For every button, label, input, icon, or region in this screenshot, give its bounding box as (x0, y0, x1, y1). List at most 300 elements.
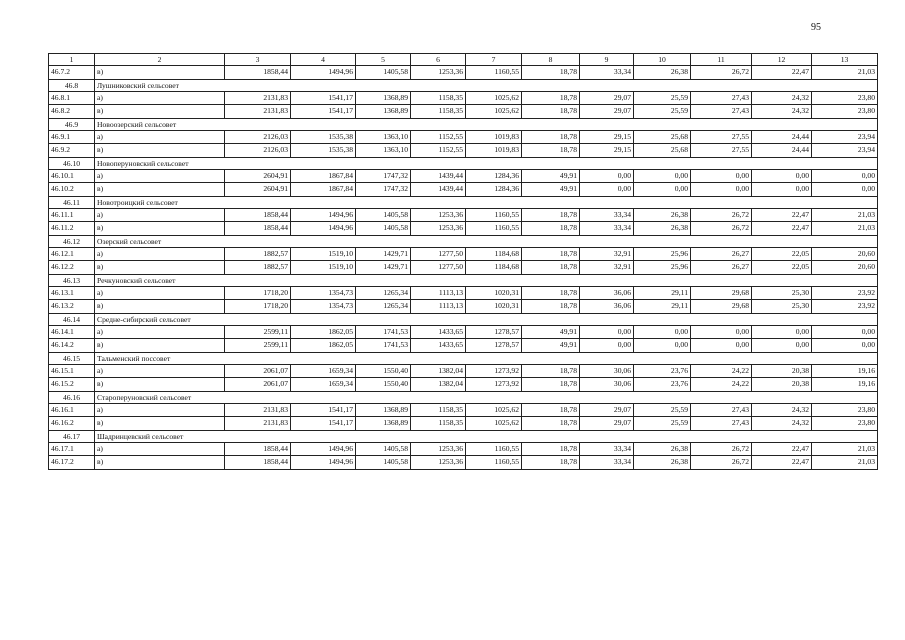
table-header-row (49, 54, 878, 66)
value-cell-col-3: 2131,83 (225, 403, 291, 417)
value-cell-col-7: 1184,68 (466, 247, 522, 261)
value-cell-col-9: 32,91 (580, 247, 634, 261)
value-cell-col-6: 1382,04 (411, 364, 466, 378)
value-cell-col-5: 1368,89 (356, 105, 411, 119)
value-cell-col-11: 29,68 (691, 286, 752, 300)
section-title: Новотроицкий сельсовет (95, 196, 878, 208)
column-header-5: 5 (356, 54, 411, 66)
table-row (49, 456, 878, 470)
row-code: 46.13.2 (49, 300, 95, 314)
value-cell-col-4: 1541,17 (291, 91, 356, 105)
value-cell-col-8: 18,78 (522, 222, 580, 236)
value-cell-col-5: 1429,71 (356, 247, 411, 261)
value-cell-col-13: 23,94 (812, 130, 878, 144)
value-cell-col-7: 1160,55 (466, 66, 522, 80)
value-cell-col-9: 29,07 (580, 105, 634, 119)
value-cell-col-10: 25,59 (634, 91, 691, 105)
value-cell-col-4: 1867,84 (291, 183, 356, 197)
value-cell-col-13: 0,00 (812, 169, 878, 183)
row-label: в) (95, 417, 225, 431)
value-cell-col-9: 36,06 (580, 286, 634, 300)
section-row (49, 118, 878, 130)
value-cell-col-13: 23,80 (812, 417, 878, 431)
value-cell-col-11: 27,43 (691, 105, 752, 119)
row-label: в) (95, 222, 225, 236)
value-cell-col-12: 22,05 (752, 247, 812, 261)
value-cell-col-11: 0,00 (691, 169, 752, 183)
value-cell-col-3: 2604,91 (225, 183, 291, 197)
row-label: в) (95, 378, 225, 392)
value-cell-col-6: 1253,36 (411, 442, 466, 456)
value-cell-col-13: 21,03 (812, 208, 878, 222)
value-cell-col-3: 1858,44 (225, 442, 291, 456)
row-code: 46.9.1 (49, 130, 95, 144)
value-cell-col-12: 0,00 (752, 325, 812, 339)
value-cell-col-13: 23,80 (812, 403, 878, 417)
value-cell-col-10: 29,11 (634, 286, 691, 300)
value-cell-col-13: 23,92 (812, 286, 878, 300)
value-cell-col-9: 0,00 (580, 339, 634, 353)
table-row (49, 144, 878, 158)
value-cell-col-4: 1494,96 (291, 456, 356, 470)
row-code: 46.16.2 (49, 417, 95, 431)
value-cell-col-4: 1867,84 (291, 169, 356, 183)
row-label: а) (95, 286, 225, 300)
value-cell-col-5: 1405,58 (356, 456, 411, 470)
row-code: 46.15.2 (49, 378, 95, 392)
value-cell-col-3: 2599,11 (225, 325, 291, 339)
section-row (49, 391, 878, 403)
value-cell-col-12: 22,47 (752, 442, 812, 456)
row-code: 46.12.1 (49, 247, 95, 261)
value-cell-col-4: 1494,96 (291, 208, 356, 222)
value-cell-col-9: 0,00 (580, 169, 634, 183)
tariff-table-container (48, 53, 877, 470)
value-cell-col-5: 1741,53 (356, 339, 411, 353)
value-cell-col-3: 2061,07 (225, 364, 291, 378)
value-cell-col-9: 33,34 (580, 456, 634, 470)
value-cell-col-6: 1253,36 (411, 456, 466, 470)
value-cell-col-11: 29,68 (691, 300, 752, 314)
table-row (49, 208, 878, 222)
table-row (49, 325, 878, 339)
value-cell-col-9: 30,06 (580, 378, 634, 392)
section-row (49, 157, 878, 169)
value-cell-col-9: 29,15 (580, 144, 634, 158)
section-row (49, 79, 878, 91)
value-cell-col-6: 1253,36 (411, 222, 466, 236)
value-cell-col-3: 1858,44 (225, 66, 291, 80)
row-label: а) (95, 364, 225, 378)
row-label: в) (95, 144, 225, 158)
value-cell-col-11: 27,55 (691, 130, 752, 144)
value-cell-col-7: 1019,83 (466, 130, 522, 144)
value-cell-col-4: 1659,34 (291, 364, 356, 378)
value-cell-col-8: 18,78 (522, 247, 580, 261)
value-cell-col-10: 26,38 (634, 66, 691, 80)
value-cell-col-11: 27,55 (691, 144, 752, 158)
value-cell-col-8: 18,78 (522, 261, 580, 275)
value-cell-col-5: 1550,40 (356, 378, 411, 392)
value-cell-col-12: 22,47 (752, 222, 812, 236)
value-cell-col-12: 25,30 (752, 300, 812, 314)
value-cell-col-12: 24,32 (752, 417, 812, 431)
column-header-7: 7 (466, 54, 522, 66)
value-cell-col-11: 24,22 (691, 378, 752, 392)
row-label: в) (95, 300, 225, 314)
row-code: 46.11.2 (49, 222, 95, 236)
value-cell-col-9: 33,34 (580, 222, 634, 236)
value-cell-col-13: 23,80 (812, 105, 878, 119)
row-label: а) (95, 247, 225, 261)
value-cell-col-8: 18,78 (522, 144, 580, 158)
value-cell-col-9: 33,34 (580, 66, 634, 80)
row-code: 46.17 (49, 430, 95, 442)
column-header-4: 4 (291, 54, 356, 66)
value-cell-col-9: 33,34 (580, 442, 634, 456)
value-cell-col-3: 2604,91 (225, 169, 291, 183)
row-code: 46.7.2 (49, 66, 95, 80)
value-cell-col-13: 23,80 (812, 91, 878, 105)
section-row (49, 430, 878, 442)
table-row (49, 378, 878, 392)
value-cell-col-13: 21,03 (812, 222, 878, 236)
row-label: в) (95, 261, 225, 275)
value-cell-col-5: 1405,58 (356, 66, 411, 80)
value-cell-col-4: 1659,34 (291, 378, 356, 392)
value-cell-col-6: 1433,65 (411, 339, 466, 353)
value-cell-col-9: 29,07 (580, 417, 634, 431)
value-cell-col-11: 26,72 (691, 208, 752, 222)
row-code: 46.8.2 (49, 105, 95, 119)
value-cell-col-7: 1284,36 (466, 169, 522, 183)
value-cell-col-5: 1368,89 (356, 91, 411, 105)
value-cell-col-9: 32,91 (580, 261, 634, 275)
value-cell-col-11: 26,27 (691, 261, 752, 275)
value-cell-col-3: 1718,20 (225, 286, 291, 300)
section-row (49, 352, 878, 364)
value-cell-col-11: 26,72 (691, 66, 752, 80)
value-cell-col-8: 49,91 (522, 169, 580, 183)
table-row (49, 130, 878, 144)
value-cell-col-12: 0,00 (752, 183, 812, 197)
column-header-9: 9 (580, 54, 634, 66)
table-row (49, 66, 878, 80)
row-code: 46.16.1 (49, 403, 95, 417)
value-cell-col-3: 2131,83 (225, 105, 291, 119)
row-code: 46.11 (49, 196, 95, 208)
row-label: а) (95, 325, 225, 339)
table-row (49, 417, 878, 431)
row-code: 46.14 (49, 313, 95, 325)
value-cell-col-9: 0,00 (580, 183, 634, 197)
value-cell-col-8: 18,78 (522, 91, 580, 105)
table-row (49, 183, 878, 197)
value-cell-col-8: 18,78 (522, 442, 580, 456)
value-cell-col-3: 2126,03 (225, 144, 291, 158)
table-row (49, 403, 878, 417)
value-cell-col-10: 26,38 (634, 208, 691, 222)
table-row (49, 442, 878, 456)
section-title: Средне-сибирский сельсовет (95, 313, 878, 325)
row-code: 46.12 (49, 235, 95, 247)
value-cell-col-5: 1405,58 (356, 208, 411, 222)
value-cell-col-11: 27,43 (691, 403, 752, 417)
column-header-12: 12 (752, 54, 812, 66)
value-cell-col-12: 24,32 (752, 403, 812, 417)
value-cell-col-6: 1158,35 (411, 91, 466, 105)
value-cell-col-11: 27,43 (691, 91, 752, 105)
value-cell-col-6: 1253,36 (411, 208, 466, 222)
value-cell-col-11: 0,00 (691, 325, 752, 339)
page-number: 95 (811, 22, 821, 33)
value-cell-col-10: 26,38 (634, 442, 691, 456)
section-title: Тальменский поссовет (95, 352, 878, 364)
value-cell-col-12: 24,32 (752, 91, 812, 105)
value-cell-col-10: 26,38 (634, 222, 691, 236)
value-cell-col-8: 49,91 (522, 325, 580, 339)
section-title: Староперуновский сельсовет (95, 391, 878, 403)
value-cell-col-4: 1494,96 (291, 442, 356, 456)
column-header-11: 11 (691, 54, 752, 66)
row-code: 46.17.2 (49, 456, 95, 470)
value-cell-col-3: 1858,44 (225, 456, 291, 470)
row-code: 46.16 (49, 391, 95, 403)
value-cell-col-4: 1862,05 (291, 325, 356, 339)
value-cell-col-8: 18,78 (522, 105, 580, 119)
value-cell-col-13: 0,00 (812, 325, 878, 339)
row-label: а) (95, 169, 225, 183)
value-cell-col-4: 1519,10 (291, 261, 356, 275)
table-row (49, 364, 878, 378)
section-row (49, 313, 878, 325)
table-row (49, 105, 878, 119)
row-code: 46.14.2 (49, 339, 95, 353)
value-cell-col-10: 25,96 (634, 247, 691, 261)
value-cell-col-4: 1535,38 (291, 144, 356, 158)
value-cell-col-4: 1354,73 (291, 286, 356, 300)
value-cell-col-4: 1541,17 (291, 105, 356, 119)
value-cell-col-6: 1277,50 (411, 247, 466, 261)
table-row (49, 339, 878, 353)
value-cell-col-8: 18,78 (522, 300, 580, 314)
value-cell-col-12: 24,32 (752, 105, 812, 119)
column-header-10: 10 (634, 54, 691, 66)
value-cell-col-3: 1858,44 (225, 222, 291, 236)
value-cell-col-4: 1494,96 (291, 66, 356, 80)
column-header-2: 2 (95, 54, 225, 66)
row-label: а) (95, 403, 225, 417)
value-cell-col-8: 18,78 (522, 456, 580, 470)
value-cell-col-10: 25,59 (634, 105, 691, 119)
value-cell-col-10: 25,59 (634, 403, 691, 417)
value-cell-col-8: 18,78 (522, 66, 580, 80)
value-cell-col-9: 0,00 (580, 325, 634, 339)
row-code: 46.15.1 (49, 364, 95, 378)
value-cell-col-5: 1429,71 (356, 261, 411, 275)
value-cell-col-5: 1405,58 (356, 442, 411, 456)
value-cell-col-13: 21,03 (812, 442, 878, 456)
value-cell-col-12: 20,38 (752, 378, 812, 392)
value-cell-col-5: 1363,10 (356, 144, 411, 158)
value-cell-col-12: 22,47 (752, 456, 812, 470)
value-cell-col-7: 1184,68 (466, 261, 522, 275)
row-code: 46.10.2 (49, 183, 95, 197)
value-cell-col-7: 1020,31 (466, 286, 522, 300)
value-cell-col-5: 1363,10 (356, 130, 411, 144)
value-cell-col-12: 0,00 (752, 339, 812, 353)
value-cell-col-9: 33,34 (580, 208, 634, 222)
value-cell-col-9: 36,06 (580, 300, 634, 314)
value-cell-col-10: 0,00 (634, 169, 691, 183)
row-label: а) (95, 130, 225, 144)
value-cell-col-13: 21,03 (812, 456, 878, 470)
row-code: 46.8 (49, 79, 95, 91)
value-cell-col-10: 0,00 (634, 183, 691, 197)
value-cell-col-11: 26,72 (691, 442, 752, 456)
table-row (49, 247, 878, 261)
value-cell-col-7: 1284,36 (466, 183, 522, 197)
section-title: Шадринцевский сельсовет (95, 430, 878, 442)
table-row (49, 222, 878, 236)
value-cell-col-3: 1718,20 (225, 300, 291, 314)
value-cell-col-8: 18,78 (522, 286, 580, 300)
value-cell-col-4: 1535,38 (291, 130, 356, 144)
value-cell-col-12: 24,44 (752, 144, 812, 158)
value-cell-col-5: 1405,58 (356, 222, 411, 236)
value-cell-col-8: 49,91 (522, 183, 580, 197)
value-cell-col-6: 1433,65 (411, 325, 466, 339)
column-header-6: 6 (411, 54, 466, 66)
row-code: 46.13 (49, 274, 95, 286)
row-code: 46.8.1 (49, 91, 95, 105)
row-label: в) (95, 66, 225, 80)
value-cell-col-10: 25,59 (634, 417, 691, 431)
value-cell-col-3: 1882,57 (225, 247, 291, 261)
value-cell-col-6: 1253,36 (411, 66, 466, 80)
value-cell-col-3: 2126,03 (225, 130, 291, 144)
value-cell-col-7: 1025,62 (466, 91, 522, 105)
value-cell-col-12: 24,44 (752, 130, 812, 144)
value-cell-col-11: 0,00 (691, 339, 752, 353)
row-label: в) (95, 339, 225, 353)
value-cell-col-5: 1747,32 (356, 183, 411, 197)
value-cell-col-5: 1741,53 (356, 325, 411, 339)
row-code: 46.12.2 (49, 261, 95, 275)
value-cell-col-6: 1113,13 (411, 286, 466, 300)
value-cell-col-4: 1354,73 (291, 300, 356, 314)
section-title: Новоперуновский сельсовет (95, 157, 878, 169)
value-cell-col-3: 1882,57 (225, 261, 291, 275)
value-cell-col-10: 23,76 (634, 378, 691, 392)
value-cell-col-10: 25,96 (634, 261, 691, 275)
value-cell-col-12: 22,47 (752, 66, 812, 80)
row-code: 46.15 (49, 352, 95, 364)
section-row (49, 196, 878, 208)
table-row (49, 169, 878, 183)
value-cell-col-7: 1025,62 (466, 105, 522, 119)
column-header-1: 1 (49, 54, 95, 66)
table-row (49, 286, 878, 300)
value-cell-col-3: 2131,83 (225, 417, 291, 431)
value-cell-col-8: 18,78 (522, 130, 580, 144)
value-cell-col-13: 19,16 (812, 364, 878, 378)
value-cell-col-7: 1019,83 (466, 144, 522, 158)
value-cell-col-12: 25,30 (752, 286, 812, 300)
section-title: Речкуновский сельсовет (95, 274, 878, 286)
row-label: а) (95, 442, 225, 456)
row-code: 46.13.1 (49, 286, 95, 300)
value-cell-col-5: 1265,34 (356, 286, 411, 300)
value-cell-col-10: 0,00 (634, 325, 691, 339)
value-cell-col-11: 26,27 (691, 247, 752, 261)
value-cell-col-8: 18,78 (522, 364, 580, 378)
value-cell-col-7: 1020,31 (466, 300, 522, 314)
value-cell-col-12: 22,47 (752, 208, 812, 222)
section-title: Новоозерский сельсовет (95, 118, 878, 130)
value-cell-col-6: 1382,04 (411, 378, 466, 392)
row-label: в) (95, 183, 225, 197)
row-code: 46.17.1 (49, 442, 95, 456)
value-cell-col-9: 29,15 (580, 130, 634, 144)
value-cell-col-6: 1439,44 (411, 169, 466, 183)
value-cell-col-13: 23,92 (812, 300, 878, 314)
row-code: 46.14.1 (49, 325, 95, 339)
value-cell-col-6: 1152,55 (411, 144, 466, 158)
value-cell-col-6: 1277,50 (411, 261, 466, 275)
value-cell-col-3: 2599,11 (225, 339, 291, 353)
value-cell-col-10: 0,00 (634, 339, 691, 353)
value-cell-col-11: 26,72 (691, 222, 752, 236)
value-cell-col-8: 18,78 (522, 208, 580, 222)
value-cell-col-7: 1278,57 (466, 325, 522, 339)
value-cell-col-8: 18,78 (522, 378, 580, 392)
value-cell-col-9: 30,06 (580, 364, 634, 378)
value-cell-col-6: 1439,44 (411, 183, 466, 197)
value-cell-col-12: 20,38 (752, 364, 812, 378)
value-cell-col-13: 20,60 (812, 247, 878, 261)
row-label: а) (95, 208, 225, 222)
table-row (49, 91, 878, 105)
row-code: 46.11.1 (49, 208, 95, 222)
row-label: в) (95, 456, 225, 470)
value-cell-col-3: 1858,44 (225, 208, 291, 222)
value-cell-col-8: 18,78 (522, 403, 580, 417)
value-cell-col-10: 25,68 (634, 144, 691, 158)
section-title: Озерский сельсовет (95, 235, 878, 247)
tariff-table (48, 53, 878, 470)
value-cell-col-7: 1160,55 (466, 208, 522, 222)
value-cell-col-6: 1113,13 (411, 300, 466, 314)
value-cell-col-9: 29,07 (580, 91, 634, 105)
value-cell-col-13: 23,94 (812, 144, 878, 158)
column-header-13: 13 (812, 54, 878, 66)
value-cell-col-8: 49,91 (522, 339, 580, 353)
value-cell-col-7: 1278,57 (466, 339, 522, 353)
value-cell-col-7: 1273,92 (466, 378, 522, 392)
value-cell-col-5: 1368,89 (356, 417, 411, 431)
value-cell-col-6: 1158,35 (411, 403, 466, 417)
section-row (49, 274, 878, 286)
column-header-8: 8 (522, 54, 580, 66)
value-cell-col-10: 25,68 (634, 130, 691, 144)
value-cell-col-10: 23,76 (634, 364, 691, 378)
value-cell-col-13: 0,00 (812, 183, 878, 197)
value-cell-col-9: 29,07 (580, 403, 634, 417)
row-label: а) (95, 91, 225, 105)
value-cell-col-7: 1160,55 (466, 442, 522, 456)
value-cell-col-12: 22,05 (752, 261, 812, 275)
